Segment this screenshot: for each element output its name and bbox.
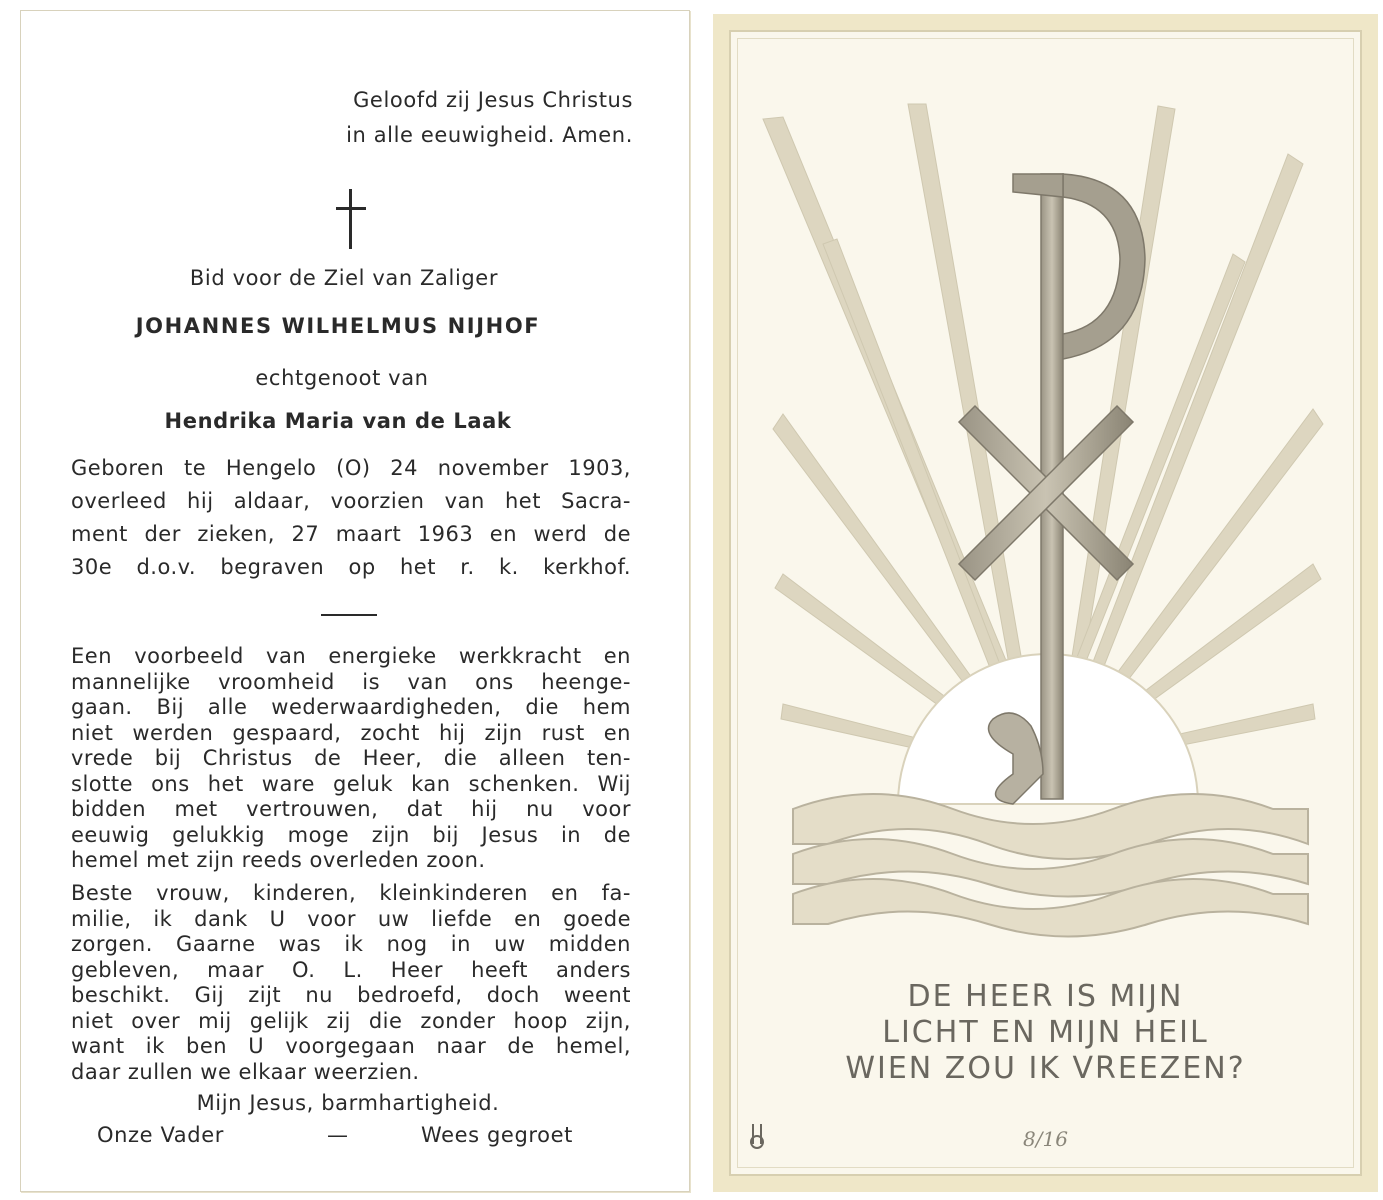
prayer-intro: Bid voor de Ziel van Zaliger [189,266,499,290]
biography-line: overleed hij aldaar, voorzien van het Sacra- [71,489,631,513]
tribute-line: gaan. Bij alle wederwaardigheden, die hem [71,695,631,719]
biography-line: 30e d.o.v. begraven op het r. k. kerkhof. [71,555,631,579]
tribute-line: hemel met zijn reeds overleden zoon. [71,848,486,872]
deceased-name: JOHANNES WILHELMUS NIJHOF [135,314,541,338]
tribute-line: slotte ons het ware geluk kan schenken. Wij [71,771,631,796]
farewell-line: beschikt. Gij zijt nu bedroefd, doch weent [71,983,631,1007]
biography-line: ment der zieken, 27 maart 1963 en werd de [71,522,631,546]
farewell-line: gebleven, maar O. L. Heer heeft anders [71,957,631,982]
tribute-paragraph [71,644,631,874]
farewell-line: daar zullen we elkaar weerzien. [71,1059,420,1084]
tribute-line: bidden met vertrouwen, dat hij nu voor [71,797,631,821]
water-waves [793,794,1308,937]
opening-line-1: Geloofd zij Jesus Christus [353,88,633,112]
memorial-card-text [20,10,690,1192]
divider-rule [321,614,377,616]
spouse-name: Hendrika Maria van de Laak [164,409,512,433]
motto-line-1: DE HEER IS MIJN [907,979,1184,1014]
prayer-hail-mary: Wees gegroet [421,1123,573,1147]
card-number: 8/16 [1023,1127,1068,1151]
biography-line: Geboren te Hengelo (O) 24 november 1903, [71,456,631,480]
farewell-paragraph [71,881,631,1085]
farewell-line: niet over mij gelijk zij die zonder hoop zijn, [71,1008,631,1033]
opening-line-2: in alle eeuwigheid. Amen. [346,123,633,147]
farewell-line: milie, ik dank U voor uw liefde en goede [71,906,631,931]
tribute-line: niet werden gespaard, zocht hij zijn rust en [71,720,631,745]
motto-line-2: LICHT EN MIJN HEIL [882,1015,1209,1050]
tribute-line: mannelijke vroomheid is van ons heenge- [71,669,631,694]
cross-icon [336,189,366,249]
memorial-card-illustration [713,14,1378,1192]
prayer-our-father: Onze Vader [97,1123,224,1147]
tribute-line: Een voorbeeld van energieke werkkracht en [71,644,631,668]
farewell-line: Beste vrouw, kinderen, kleinkinderen en fa- [71,881,631,905]
tribute-line: eeuwig gelukkig moge zijn bij Jesus in de [71,822,631,847]
spouse-intro: echtgenoot van [255,366,429,390]
prayer-separator: — [327,1123,349,1147]
farewell-line: zorgen. Gaarne was ik nog in uw midden [71,932,631,956]
tribute-line: vrede bij Christus de Heer, die alleen ten- [71,746,631,770]
farewell-line: want ik ben U voorgegaan naar de hemel, [71,1034,631,1058]
motto-line-3: WIEN ZOU IK VREEZEN? [845,1051,1246,1086]
closing-prayer: Mijn Jesus, barmhartigheid. [196,1091,500,1115]
biography [71,452,631,584]
